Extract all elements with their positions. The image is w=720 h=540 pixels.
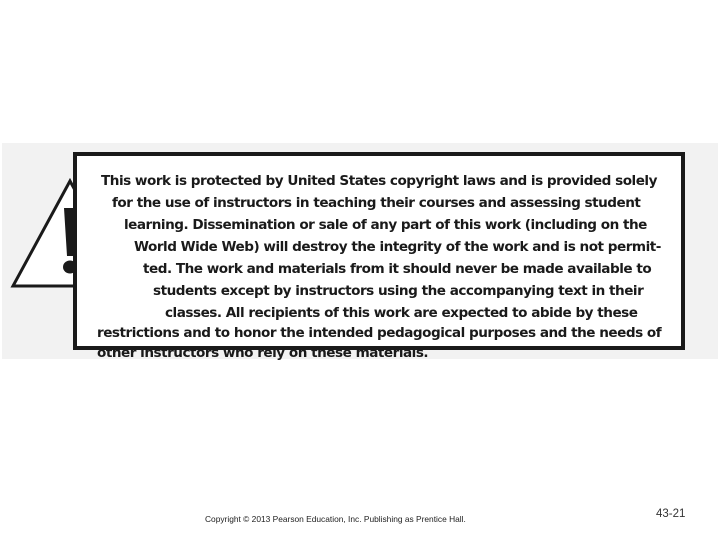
notice-line: World Wide Web) will destroy the integrity of the work and is not permit- [134, 239, 661, 255]
notice-line: for the use of instructors in teaching their courses and assessing student [112, 195, 641, 211]
copyright-notice-box [73, 152, 685, 361]
notice-line: ted. The work and materials from it should never be made available to [143, 261, 652, 277]
notice-line: other instructors who rely on these materials. [97, 345, 429, 361]
notice-line: restrictions and to honor the intended pedagogical purposes and the needs of [97, 325, 662, 341]
notice-line: learning. Dissemination or sale of any part of this work (including on the [124, 217, 647, 233]
notice-line: This work is protected by United States copyright laws and is provided solely [101, 173, 657, 189]
slide-page-number: 43-21 [656, 508, 686, 520]
notice-line: students except by instructors using the accompanying text in their [153, 283, 644, 299]
footer-copyright: Copyright © 2013 Pearson Education, Inc. Publishing as Prentice Hall. [205, 514, 466, 524]
notice-line: classes. All recipients of this work are expected to abide by these [165, 305, 638, 321]
